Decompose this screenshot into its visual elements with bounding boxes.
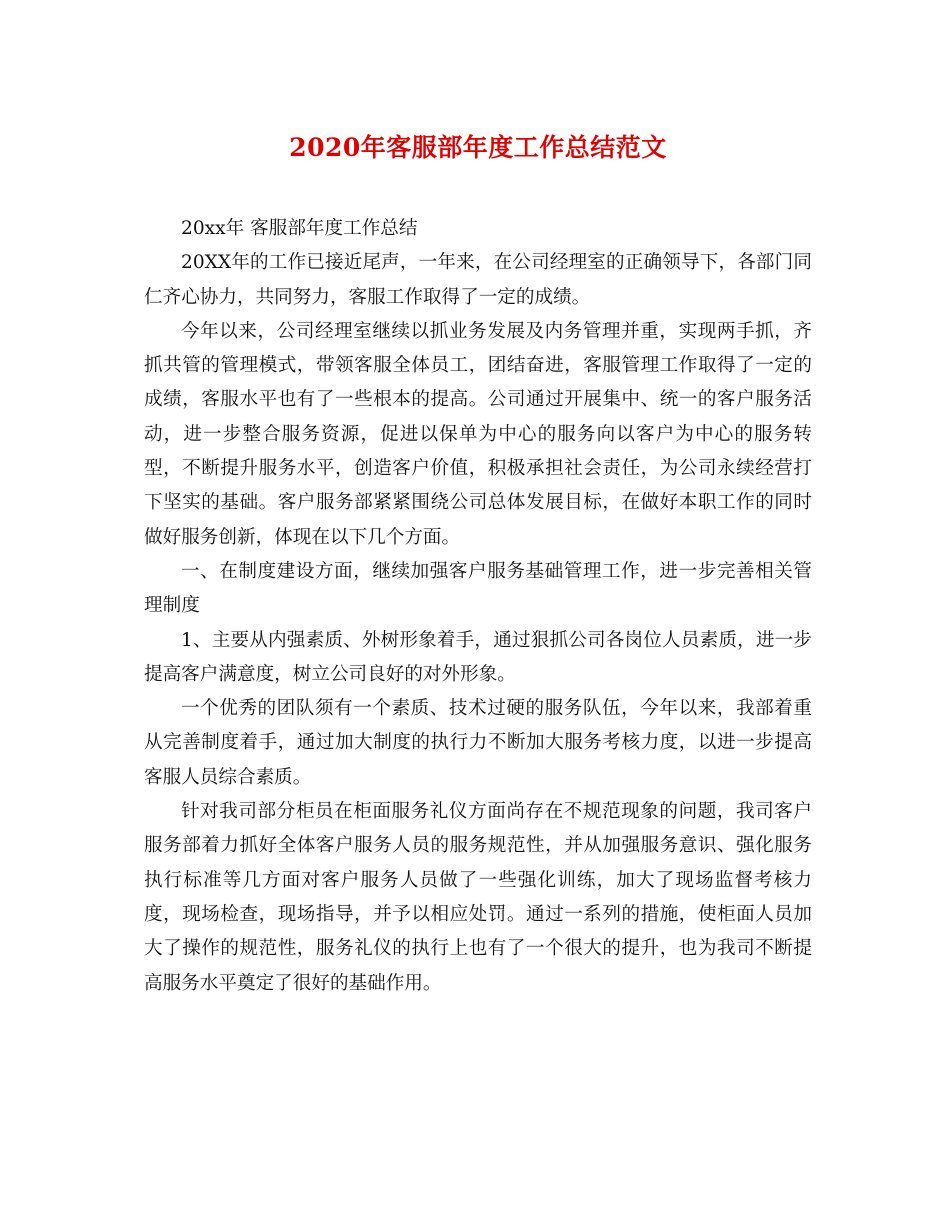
paragraph: 针对我司部分柜员在柜面服务礼仪方面尚存在不规范现象的问题，我司客户服务部着力抓好全体客户服务人员的服务规范性，并从加强服务意识、强化服务执行标准等几方面对客户服务人员做了一些强化训练，加大了现场监督考核力度，现场检查，现场指导，并予以相应处罚。通过一系列的措施，使柜面人员加大了操作的规范性，服务礼仪的执行上也有了一个很大的提升，也为我司不断提高服务水平奠定了很好的基础作用。 — [144, 801, 812, 994]
paragraph: 一个优秀的团队须有一个素质、技术过硬的服务队伍，今年以来，我部着重从完善制度着手，通过加大制度的执行力不断加大服务考核力度，以进一步提高客服人员综合素质。 — [144, 698, 812, 788]
paragraph: 1、主要从内强素质、外树形象着手，通过狠抓公司各岗位人员素质，进一步提高客户满意度，树立公司良好的对外形象。 — [144, 629, 812, 685]
paragraph-heading-line: 20xx年 客服部年度工作总结 — [181, 218, 418, 239]
document-body — [144, 212, 812, 1001]
document-title: 2020年客服部年度工作总结范文 — [289, 133, 667, 162]
paragraph: 20XX年的工作已接近尾声，一年来，在公司经理室的正确领导下，各部门同仁齐心协力，共同努力，客服工作取得了一定的成绩。 — [144, 252, 812, 308]
paragraph: 今年以来，公司经理室继续以抓业务发展及内务管理并重，实现两手抓，齐抓共管的管理模式，带领客服全体员工，团结奋进，客服管理工作取得了一定的成绩，客服水平也有了一些根本的提高。公司通过开展集中、统一的客户服务活动，进一步整合服务资源，促进以保单为中心的服务向以客户为中心的服务转型，不断提升服务水平，创造客户价值，积极承担社会责任，为公司永续经营打下坚实的基础。客户服务部紧紧围绕公司总体发展目标，在做好本职工作的同时做好服务创新，体现在以下几个方面。 — [144, 320, 812, 548]
section-heading: 一、在制度建设方面，继续加强客户服务基础管理工作，进一步完善相关管理制度 — [144, 560, 812, 617]
